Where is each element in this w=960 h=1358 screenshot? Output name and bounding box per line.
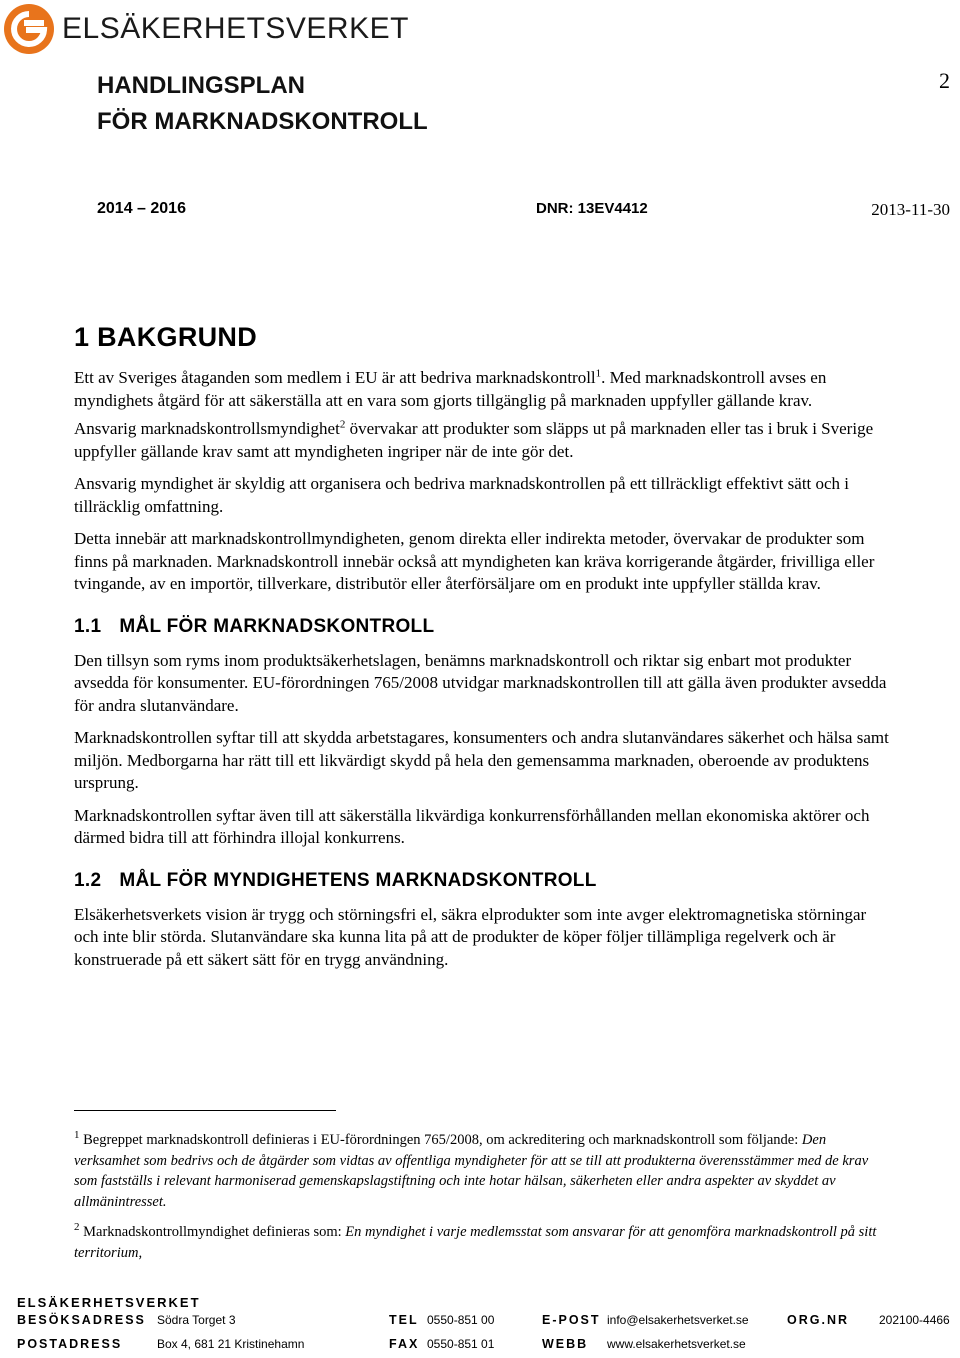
document-date: 2013-11-30 bbox=[871, 200, 950, 219]
main-content bbox=[74, 322, 894, 981]
orgnr-value: 202100-4466 bbox=[879, 1313, 950, 1327]
tel-value: 0550-851 00 bbox=[427, 1313, 495, 1327]
page-footer bbox=[17, 1295, 952, 1358]
elsakerhetsverket-logo-icon bbox=[4, 4, 54, 54]
email-link[interactable]: info@elsakerhetsverket.se bbox=[607, 1313, 749, 1327]
page-number: 2 bbox=[939, 68, 950, 93]
fax-value: 0550-851 01 bbox=[427, 1337, 495, 1351]
orgnr-label: ORG.NR bbox=[787, 1313, 849, 1327]
diary-number: DNR: 13EV4412 bbox=[536, 200, 648, 217]
paragraph-text: . Med marknadskontroll avses en myndighets åtgärd för att säkerställa att en vara som gjorts tillgänglig på marknaden uppfyller gällande krav. bbox=[74, 368, 827, 410]
postal-address-label: POSTADRESS bbox=[17, 1337, 123, 1351]
footnote-1 bbox=[74, 1130, 894, 1212]
footnote-text: Marknadskontrollmyndighet definieras som: bbox=[83, 1224, 346, 1240]
paragraph: Elsäkerhetsverkets vision är trygg och störningsfri el, säkra elprodukter som inte avger elektromagnetiska störningar och inte blir störda. Slutanvändare ska kunna lita på att de produkter de köper följer tillämpliga regelverk och är konstruerade på ett säkert sätt för en trygg användning. bbox=[74, 904, 867, 969]
paragraph: Detta innebär att marknadskontrollmyndigheten, genom direkta eller indirekta metoder, övervakar de produkter som finns på marknaden. Marknadskontroll innebär också att myndigheten kan kräva korrigerande åtgärder, frivilliga eller tvingande, av en importör, tillverkare, distributör eller återförsäljare om en produkt inte uppfyller ställda krav. bbox=[74, 529, 875, 593]
section-number: 1.2 bbox=[74, 869, 102, 891]
footnote-divider bbox=[74, 1110, 336, 1111]
section-heading-mal-for-marknadskontroll bbox=[74, 616, 894, 638]
section-title: MÅL FÖR MYNDIGHETENS MARKNADSKONTROLL bbox=[119, 869, 597, 891]
visit-address-value: Södra Torget 3 bbox=[157, 1313, 236, 1327]
title-line-2: FÖR MARKNADSKONTROLL bbox=[97, 108, 428, 135]
fax-label: FAX bbox=[389, 1337, 420, 1351]
footnote-number: 1 bbox=[74, 1129, 80, 1142]
paragraph-text: övervakar att produkter som släpps ut på marknaden eller tas i bruk i Sverige uppfyller gällande krav samt att myndigheten ingriper när de inte gör det. bbox=[74, 419, 874, 461]
paragraph bbox=[74, 367, 894, 412]
section-heading-mal-for-myndighetens-marknadskontroll bbox=[74, 870, 894, 892]
title-line-1: HANDLINGSPLAN bbox=[97, 72, 305, 99]
logo bbox=[4, 4, 409, 54]
footnote-text: Begreppet marknadskontroll definieras i EU-förordningen 765/2008, om ackreditering och marknadskontroll som följande: bbox=[83, 1132, 802, 1148]
web-label: WEBB bbox=[542, 1337, 589, 1351]
section-heading-bakgrund: 1 BAKGRUND bbox=[74, 322, 258, 352]
document-title bbox=[97, 68, 428, 140]
paragraph: Marknadskontrollen syftar till att skydda arbetstagares, konsumenters och andra slutanvändares säkerhet och hälsa samt miljön. Medborgarna har rätt till ett likvärdigt skydd på hela den gemensamma marknaden, oberoende av produktens ursprung. bbox=[74, 728, 889, 792]
website-link[interactable]: www.elsakerhetsverket.se bbox=[607, 1337, 746, 1351]
footnote-definition: En myndighet i varje medlemsstat som ansvarar för att genomföra marknadskontroll på sitt territorium, bbox=[74, 1224, 877, 1261]
postal-address-value: Box 4, 681 21 Kristinehamn bbox=[157, 1337, 305, 1351]
visit-address-label: BESÖKSADRESS bbox=[17, 1313, 146, 1327]
section-number: 1.1 bbox=[74, 615, 102, 637]
footnote-ref-1[interactable]: 1 bbox=[595, 367, 602, 380]
footnote-ref-2[interactable]: 2 bbox=[339, 418, 346, 431]
email-label: E-POST bbox=[542, 1313, 601, 1327]
footer-row-visit bbox=[17, 1313, 952, 1334]
paragraph-text: Ett av Sveriges åtaganden som medlem i EU är att bedriva marknadskontroll bbox=[74, 368, 596, 387]
footer-row-post bbox=[17, 1337, 952, 1358]
paragraph bbox=[74, 418, 894, 463]
footnotes bbox=[74, 1130, 894, 1273]
plan-years: 2014 – 2016 bbox=[97, 200, 186, 217]
section-title: MÅL FÖR MARKNADSKONTROLL bbox=[119, 615, 435, 637]
footnote-definition: Den verksamhet som bedrivs och de åtgärder som vidtas av offentliga myndigheter för att se till att produkterna överensstämmer med de krav som fastställs i relevant harmoniserad gemenskapslagstiftning och inte hotar hälsan, säkerheten eller andra aspekter av skyddet av allmänintresset. bbox=[74, 1132, 869, 1210]
footnote-number: 2 bbox=[74, 1221, 80, 1234]
paragraph-text: Ansvarig marknadskontrollsmyndighet bbox=[74, 419, 340, 438]
tel-label: TEL bbox=[389, 1313, 419, 1327]
paragraph: Marknadskontrollen syftar även till att säkerställa likvärdiga konkurrensförhållanden mellan ekonomiska aktörer och därmed bidra till att förhindra illojal konkurrens. bbox=[74, 805, 870, 847]
document-meta bbox=[97, 200, 950, 224]
paragraph: Den tillsyn som ryms inom produktsäkerhetslagen, benämns marknadskontroll och riktar sig enbart mot produkter avsedda för konsumenter. EU-förordningen 765/2008 utvidgar marknadskontrollen till att gälla även produkter avsedda för andra slutanvändare. bbox=[74, 650, 887, 715]
logo-org-name: ELSÄKERHETSVERKET bbox=[62, 12, 409, 45]
paragraph: Ansvarig myndighet är skyldig att organisera och bedriva marknadskontrollen på ett tillräckligt effektivt sätt och i tillräcklig omfattning. bbox=[74, 474, 850, 516]
footer-org-name: ELSÄKERHETSVERKET bbox=[17, 1295, 201, 1310]
footnote-2 bbox=[74, 1222, 894, 1263]
